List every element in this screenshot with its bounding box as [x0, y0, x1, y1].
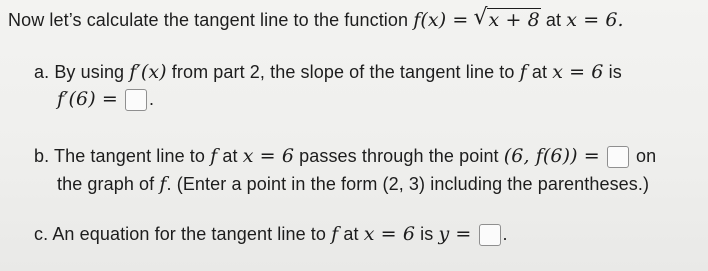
part-a-fprime: f′(x): [129, 61, 167, 83]
part-b-line2-b: . (Enter a point in the form (2, 3) including the parentheses.): [166, 174, 650, 194]
part-a-f: f: [519, 61, 527, 83]
part-c-label: c.: [34, 224, 49, 244]
function-lhs: f(x) =: [413, 9, 469, 31]
part-c-is: is: [420, 224, 434, 244]
part-c-line: c. An equation for the tangent line to f at x = 6 is y = .: [34, 223, 508, 245]
intro-point: x = 6.: [566, 9, 624, 31]
part-b-on: on: [636, 146, 657, 166]
intro-at: at: [545, 10, 562, 30]
part-c-text1: An equation for the tangent line to: [52, 224, 327, 244]
part-b-line2-f: f: [159, 173, 167, 195]
part-b-text3: passes through the point: [299, 146, 499, 166]
part-a-fprime6: f′(6) =: [57, 88, 118, 110]
point-answer-box[interactable]: [607, 146, 629, 168]
sqrt-radicand: x + 8: [488, 9, 540, 31]
part-a-line1: [34, 61, 622, 83]
part-a-label: a.: [34, 62, 50, 82]
part-a-x6: x = 6: [552, 61, 604, 83]
part-c-y: y =: [438, 223, 472, 245]
equation-answer-box[interactable]: [479, 224, 501, 246]
part-c-f: f: [331, 223, 339, 245]
sqrt-expression: [473, 9, 540, 31]
part-a-at: at: [531, 62, 548, 82]
part-b-point: (6, f(6)) =: [503, 145, 600, 167]
part-b-x6: x = 6: [242, 145, 295, 167]
part-a-text1: By using: [54, 62, 125, 82]
part-b-f: f: [210, 145, 218, 167]
part-b-label: b.: [34, 146, 50, 166]
part-b-text1: The tangent line to: [54, 146, 206, 166]
part-c-at: at: [343, 224, 359, 244]
part-a-text2: from part 2, the slope of the tangent line to: [171, 62, 515, 82]
part-b-line1: [34, 145, 656, 168]
intro-line: [8, 9, 624, 31]
part-b-at: at: [222, 146, 238, 166]
part-c-x6: x = 6: [363, 223, 416, 245]
slope-answer-box[interactable]: [125, 89, 147, 111]
part-b-line2: [57, 173, 649, 195]
part-b-line2-a: the graph of: [57, 174, 155, 194]
part-a-is: is: [608, 62, 622, 82]
part-a-line2: f′(6) = .: [57, 88, 155, 110]
intro-text: Now let’s calculate the tangent line to the function: [8, 10, 409, 30]
